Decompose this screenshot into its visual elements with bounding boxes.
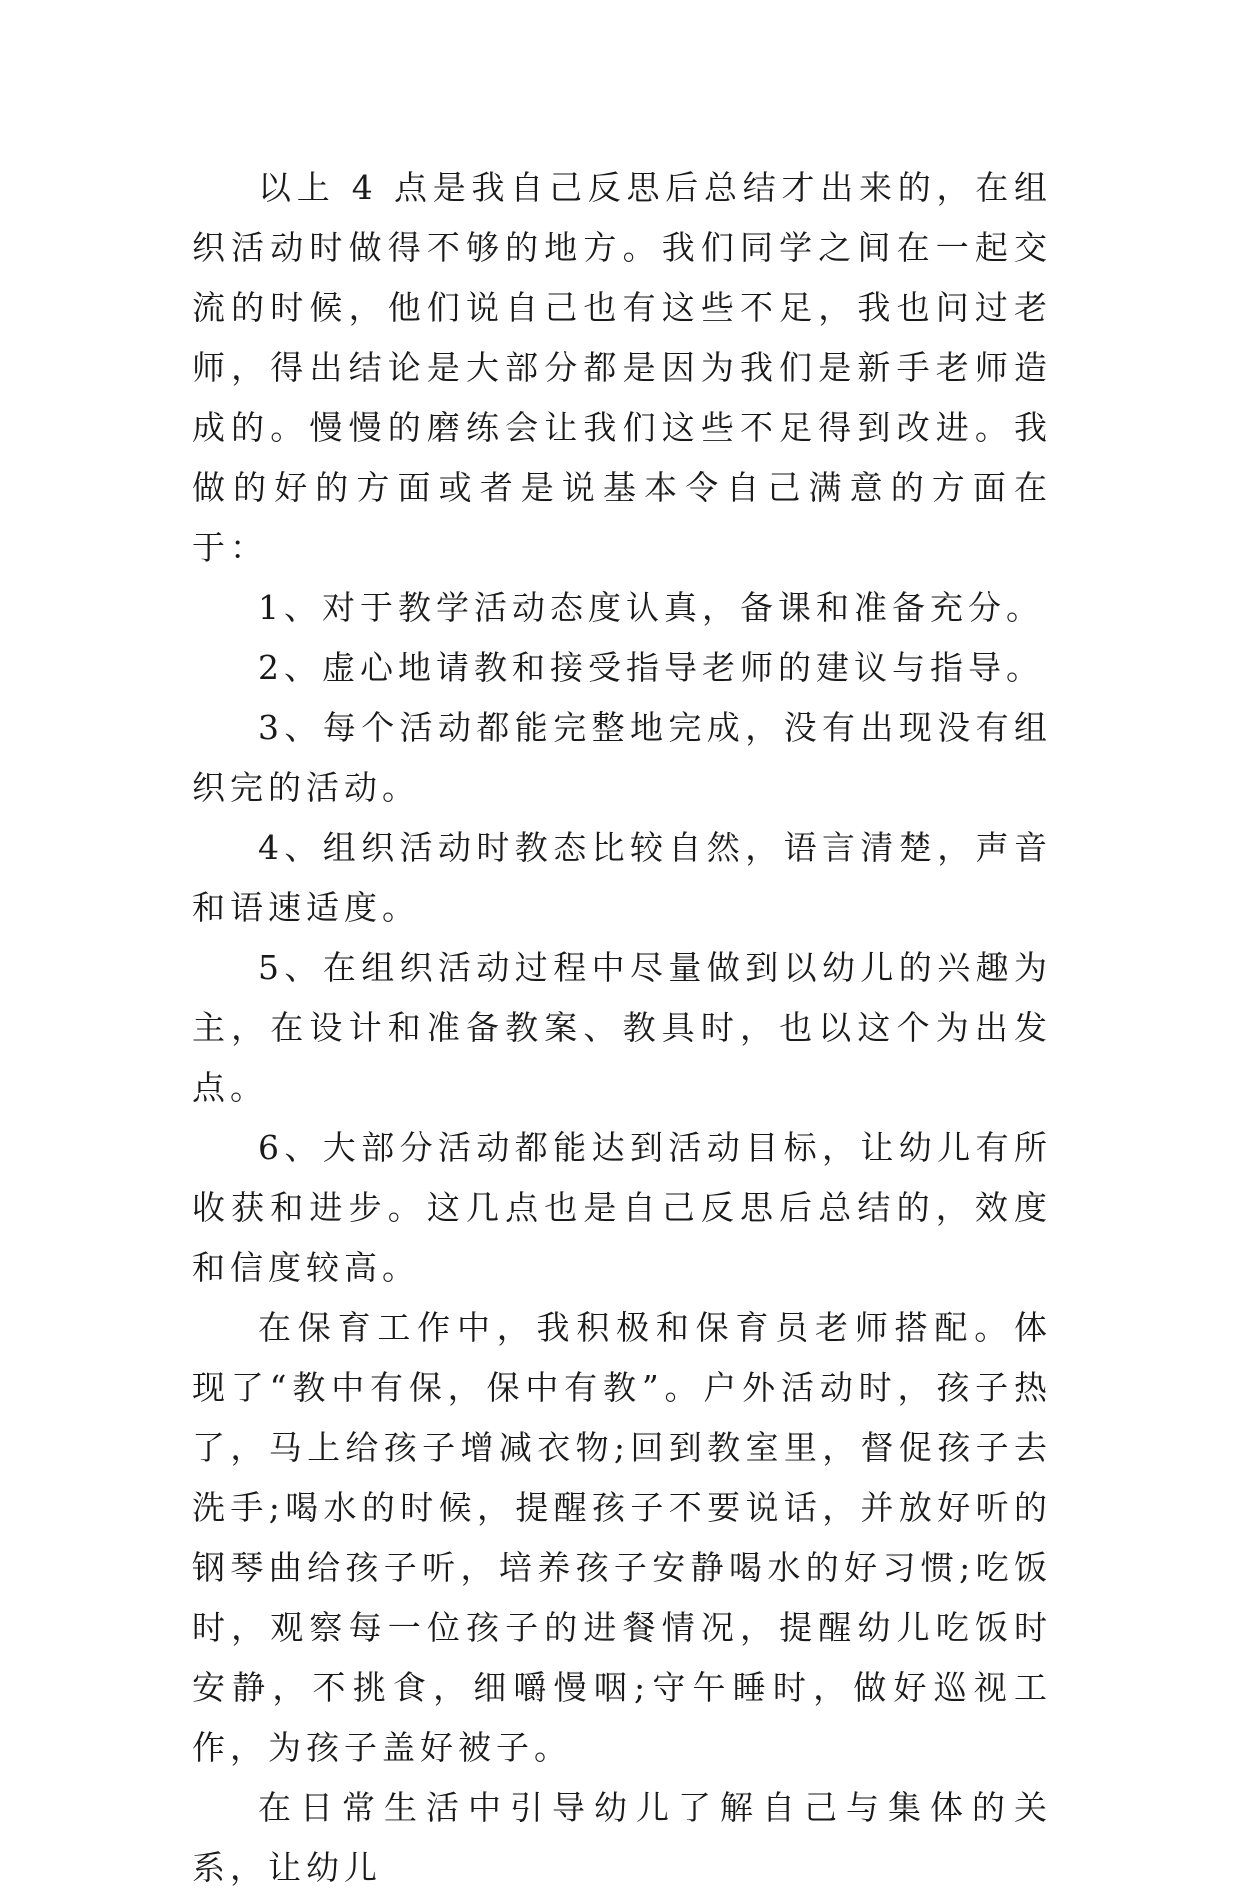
paragraph-reflection-summary: 以上 4 点是我自己反思后总结才出来的，在组织活动时做得不够的地方。我们同学之间在一起交流的时候，他们说自己也有这些不足，我也问过老师，得出结论是大部分都是因为我们是新手老师造成的。慢慢的磨练会让我们这些不足得到改进。我做的好的方面或者是说基本令自己满意的方面在于： (192, 168, 1052, 567)
list-item-6: 6、大部分活动都能达到活动目标，让幼儿有所收获和进步。这几点也是自己反思后总结的，效度和信度较高。 (192, 1128, 1052, 1287)
paragraph-childcare-work: 在保育工作中，我积极和保育员老师搭配。体现了“教中有保，保中有教”。户外活动时，孩子热了，马上给孩子增减衣物;回到教室里，督促孩子去洗手;喝水的时候，提醒孩子不要说话，并放好听的钢琴曲给孩子听，培养孩子安静喝水的好习惯;吃饭时，观察每一位孩子的进餐情况，提醒幼儿吃饭时安静，不挑食，细嚼慢咽;守午睡时，做好巡视工作，为孩子盖好被子。 (192, 1308, 1052, 1767)
list-item-5: 5、在组织活动过程中尽量做到以幼儿的兴趣为主，在设计和准备教案、教具时，也以这个为出发点。 (192, 948, 1052, 1107)
list-item-2: 2、虚心地请教和接受指导老师的建议与指导。 (258, 648, 1044, 687)
list-item-4: 4、组织活动时教态比较自然，语言清楚，声音和语速适度。 (192, 828, 1052, 927)
list-item-3: 3、每个活动都能完整地完成，没有出现没有组织完的活动。 (192, 708, 1052, 807)
document-body (192, 158, 1052, 1898)
list-item-1: 1、对于教学活动态度认真，备课和准备充分。 (258, 588, 1044, 627)
paragraph-daily-life: 在日常生活中引导幼儿了解自己与集体的关系，让幼儿 (192, 1788, 1052, 1887)
